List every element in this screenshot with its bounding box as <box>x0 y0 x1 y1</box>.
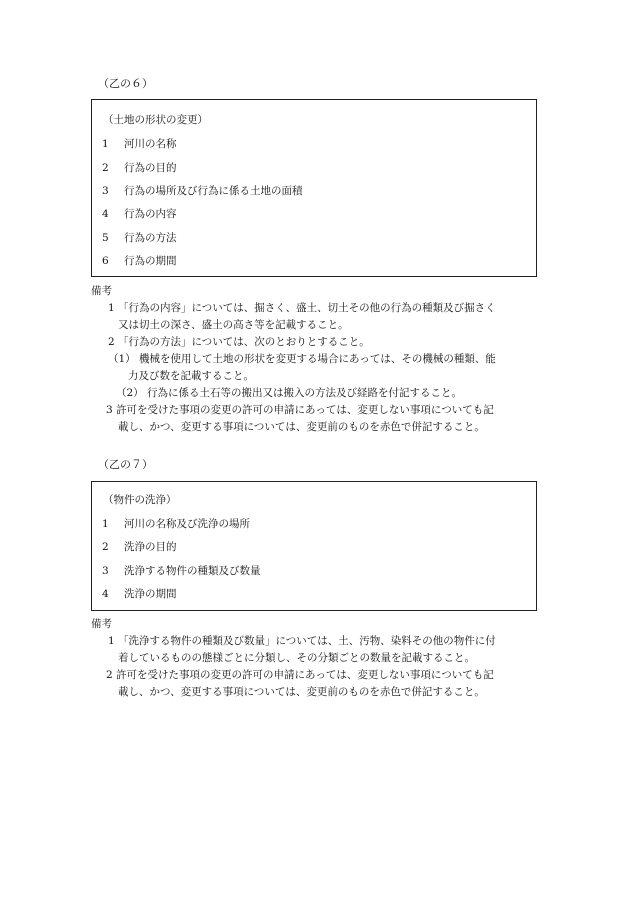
list-item: 5 行為の方法 <box>102 232 177 244</box>
list-item: 2 洗浄の目的 <box>102 541 177 553</box>
note-line: 3 許可を受けた事項の変更の許可の申請にあっては、変更しない事項についても記 <box>106 404 494 416</box>
note-line: 載し、かつ、変更する事項については、変更前のものを赤色で併記すること。 <box>118 421 485 433</box>
note-line: 2 「行為の方法」については、次のとおりとすること。 <box>108 336 370 348</box>
note-line: 載し、かつ、変更する事項については、変更前のものを赤色で併記すること。 <box>118 686 485 698</box>
note-line: 1 「洗浄する物件の種類及び数量」については、土、汚物、染料その他の物件に付 <box>108 635 496 647</box>
list-item: 6 行為の期間 <box>102 255 177 267</box>
note-line: （2） 行為に係る土石等の搬出又は搬入の方法及び経路を付記すること。 <box>116 387 463 399</box>
list-item: 3 洗浄する物件の種類及び数量 <box>102 565 261 577</box>
section-label-7: （乙の７） <box>98 458 153 471</box>
note-line: 1 「行為の内容」については、掘さく、盛土、切土その他の行為の種類及び掘さく <box>108 302 496 314</box>
notes-title: 備考 <box>91 618 112 630</box>
form-box-object-washing <box>91 481 537 611</box>
section-label-6: （乙の６） <box>98 77 153 90</box>
notes-title: 備考 <box>91 285 112 297</box>
note-line: 又は切土の深さ、盛土の高さ等を記載すること。 <box>118 319 349 331</box>
form-box-land-shape-change <box>91 99 537 277</box>
note-line: 着しているものの態様ごとに分類し、その分類ごとの数量を記載すること。 <box>118 652 475 664</box>
list-item: 3 行為の場所及び行為に係る土地の面積 <box>102 185 303 197</box>
list-item: 4 洗浄の期間 <box>102 588 177 600</box>
box-title: （土地の形状の変更） <box>103 114 208 126</box>
list-item: 1 河川の名称及び洗浄の場所 <box>102 518 250 530</box>
box-title: （物件の洗浄） <box>103 494 177 506</box>
note-line: 力及び数を記載すること。 <box>128 370 254 382</box>
note-line: 2 許可を受けた事項の変更の許可の申請にあっては、変更しない事項についても記 <box>106 669 494 681</box>
list-item: 1 河川の名称 <box>102 138 177 150</box>
list-item: 2 行為の目的 <box>102 162 177 174</box>
note-line: （1） 機械を使用して土地の形状を変更する場合にあっては、その機械の種類、能 <box>108 353 496 365</box>
list-item: 4 行為の内容 <box>102 208 177 220</box>
